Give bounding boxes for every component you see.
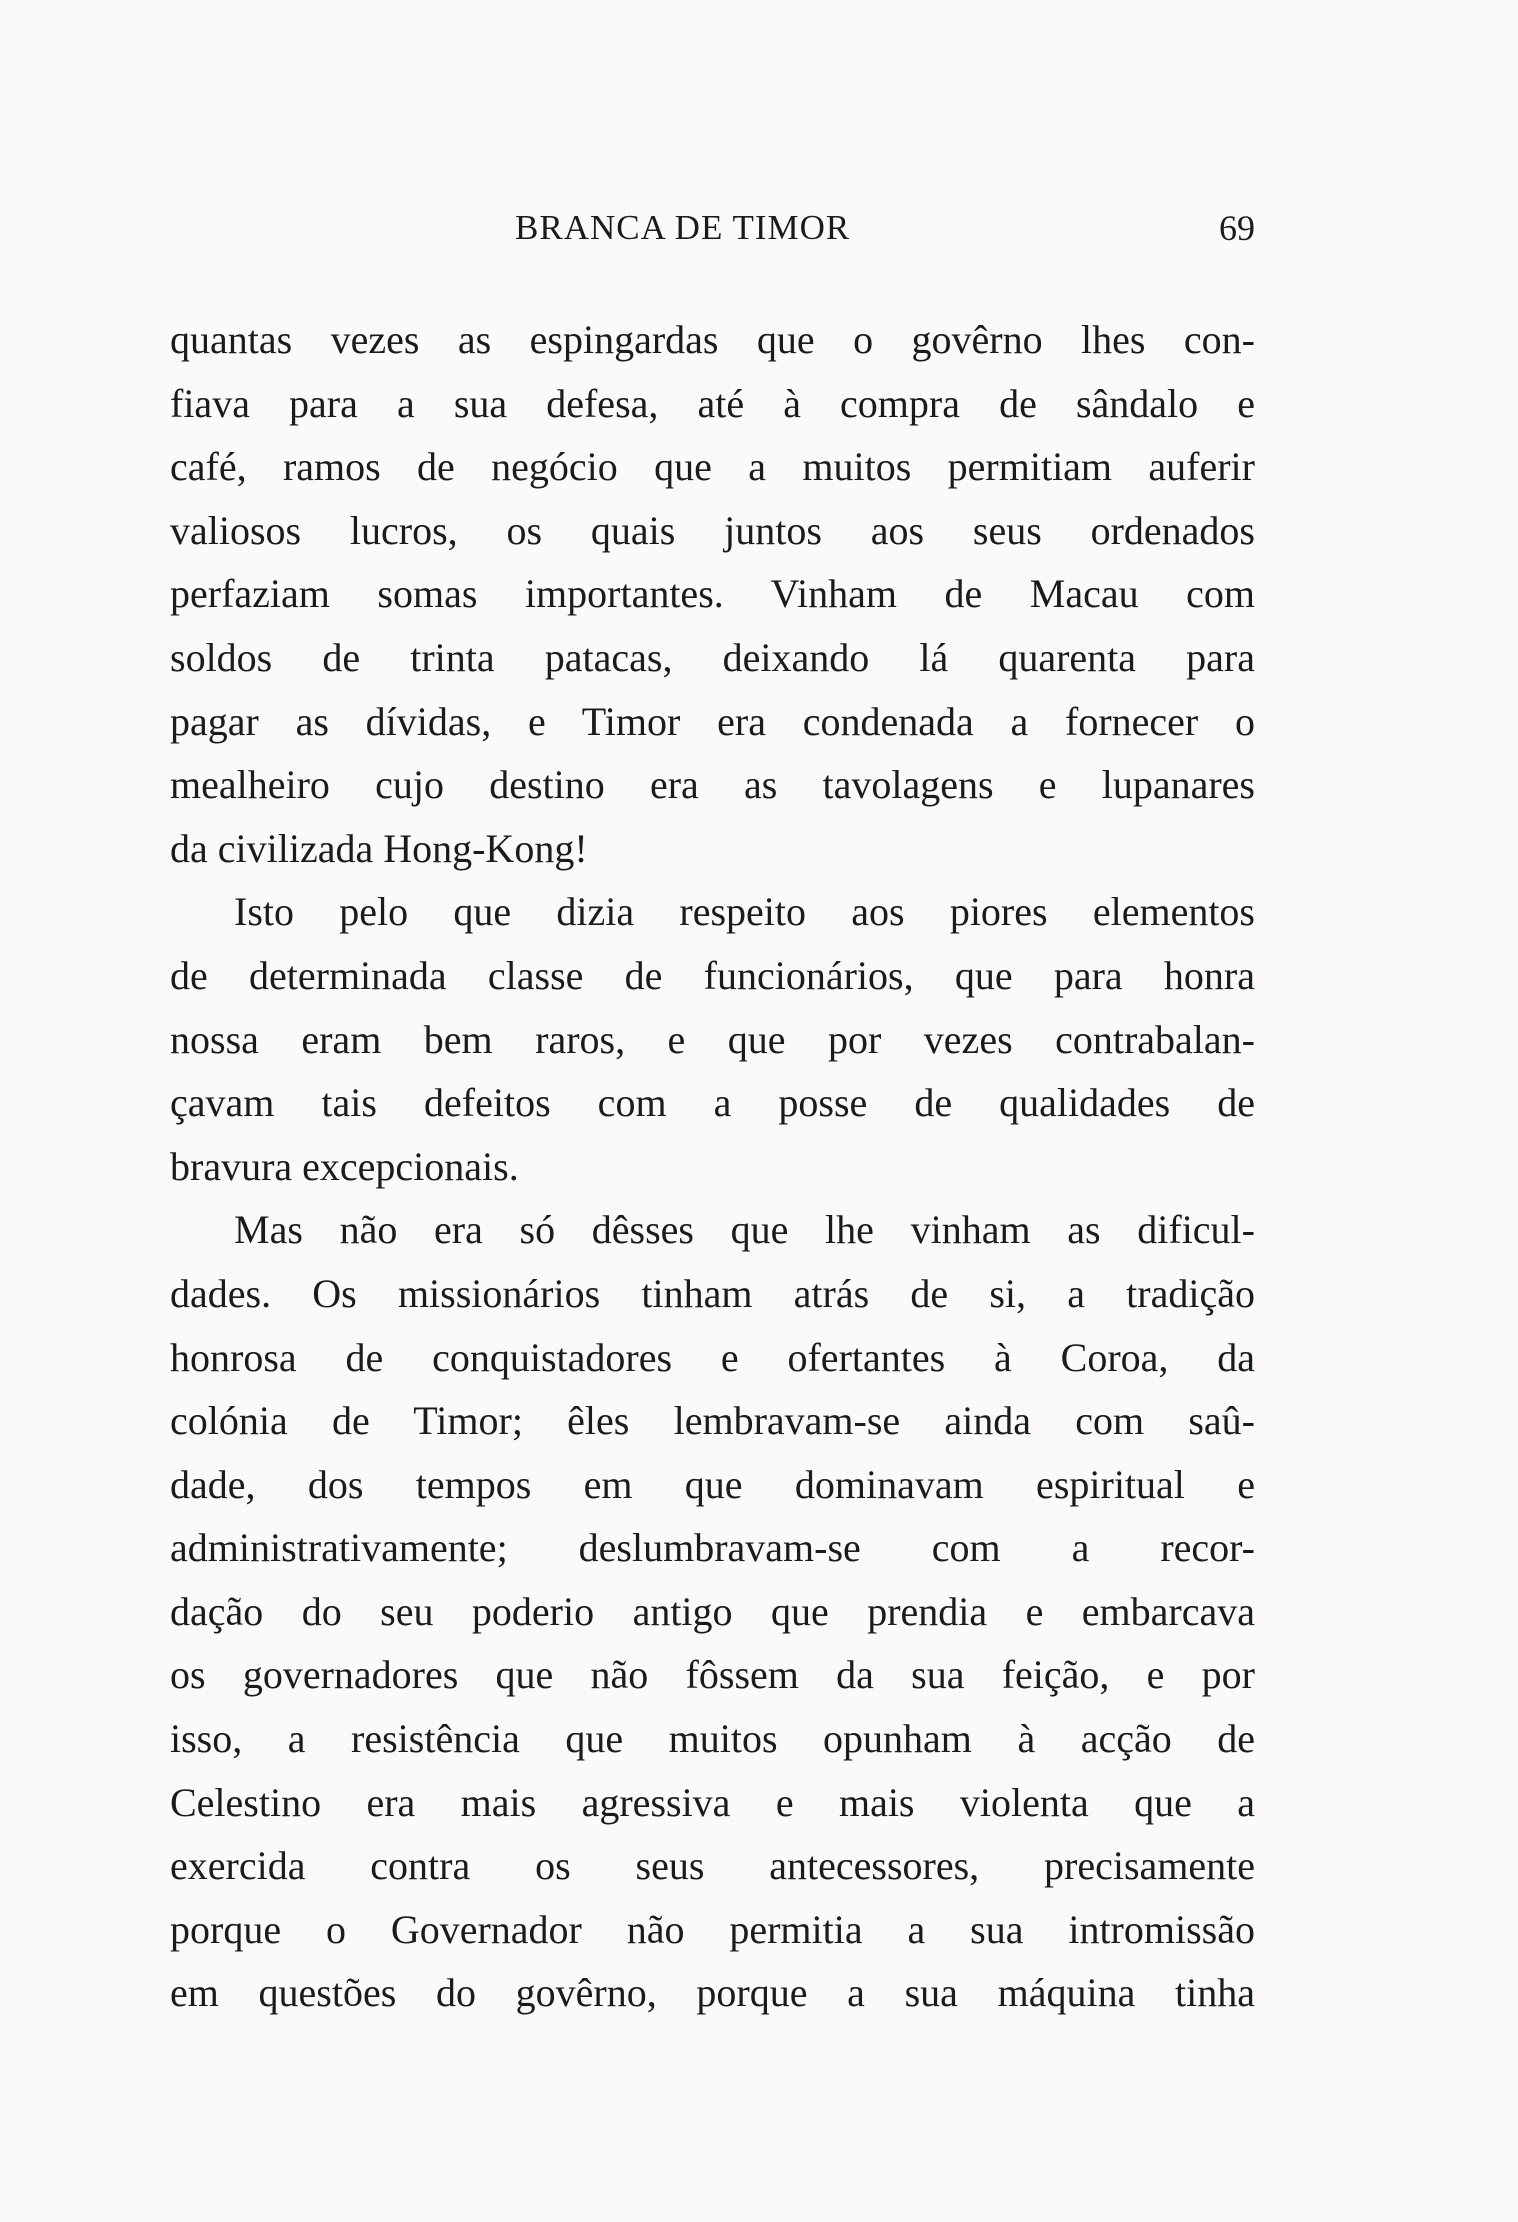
text-line: fiava para a sua defesa, até à compra de sândalo e <box>170 380 1255 426</box>
text-line: os governadores que não fôssem da sua feição, e por <box>170 1652 1255 1698</box>
text-line: porque o Governador não permitia a sua intromissão <box>170 1906 1255 1952</box>
text-line: çavam tais defeitos com a posse de qualidades de <box>170 1080 1255 1126</box>
text-line: administrativamente; deslumbravam-se com a recor- <box>170 1525 1255 1571</box>
text-line: pagar as dívidas, e Timor era condenada a fornecer o <box>170 698 1255 744</box>
text-line: soldos de trinta patacas, deixando lá quarenta para <box>170 634 1255 680</box>
text-line: nossa eram bem raros, e que por vezes contrabalan- <box>170 1016 1255 1062</box>
text-line: valiosos lucros, os quais juntos aos seus ordenados <box>170 507 1255 553</box>
text-line: colónia de Timor; êles lembravam-se ainda com saû- <box>170 1398 1255 1444</box>
running-title: BRANCA DE TIMOR <box>515 208 851 247</box>
text-line: bravura excepcionais. <box>170 1143 519 1189</box>
body-text <box>170 308 1255 2025</box>
text-line: dação do seu poderio antigo que prendia e embarcava <box>170 1588 1255 1634</box>
text-line: mealheiro cujo destino era as tavolagens e lupanares <box>170 762 1255 808</box>
text-line: da civilizada Hong-Kong! <box>170 825 588 871</box>
page-number: 69 <box>1219 208 1255 248</box>
text-line: Mas não era só dêsses que lhe vinham as dificul- <box>234 1207 1255 1253</box>
text-line: perfaziam somas importantes. Vinham de Macau com <box>170 571 1255 617</box>
text-line: quantas vezes as espingardas que o govêrno lhes con- <box>170 317 1255 362</box>
text-line: Celestino era mais agressiva e mais violenta que a <box>170 1779 1255 1825</box>
text-line: em questões do govêrno, porque a sua máquina tinha <box>170 1970 1255 2016</box>
text-line: exercida contra os seus antecessores, precisamente <box>170 1843 1255 1889</box>
text-line: isso, a resistência que muitos opunham à acção de <box>170 1716 1255 1762</box>
text-line: honrosa de conquistadores e ofertantes à Coroa, da <box>170 1334 1255 1380</box>
text-line: café, ramos de negócio que a muitos permitiam auferir <box>170 444 1255 490</box>
running-header <box>170 198 1255 258</box>
text-line: de determinada classe de funcionários, que para honra <box>170 952 1255 998</box>
text-line: dades. Os missionários tinham atrás de si, a tradição <box>170 1270 1255 1316</box>
text-line: dade, dos tempos em que dominavam espiritual e <box>170 1461 1255 1507</box>
text-line: Isto pelo que dizia respeito aos piores elementos <box>234 889 1255 935</box>
